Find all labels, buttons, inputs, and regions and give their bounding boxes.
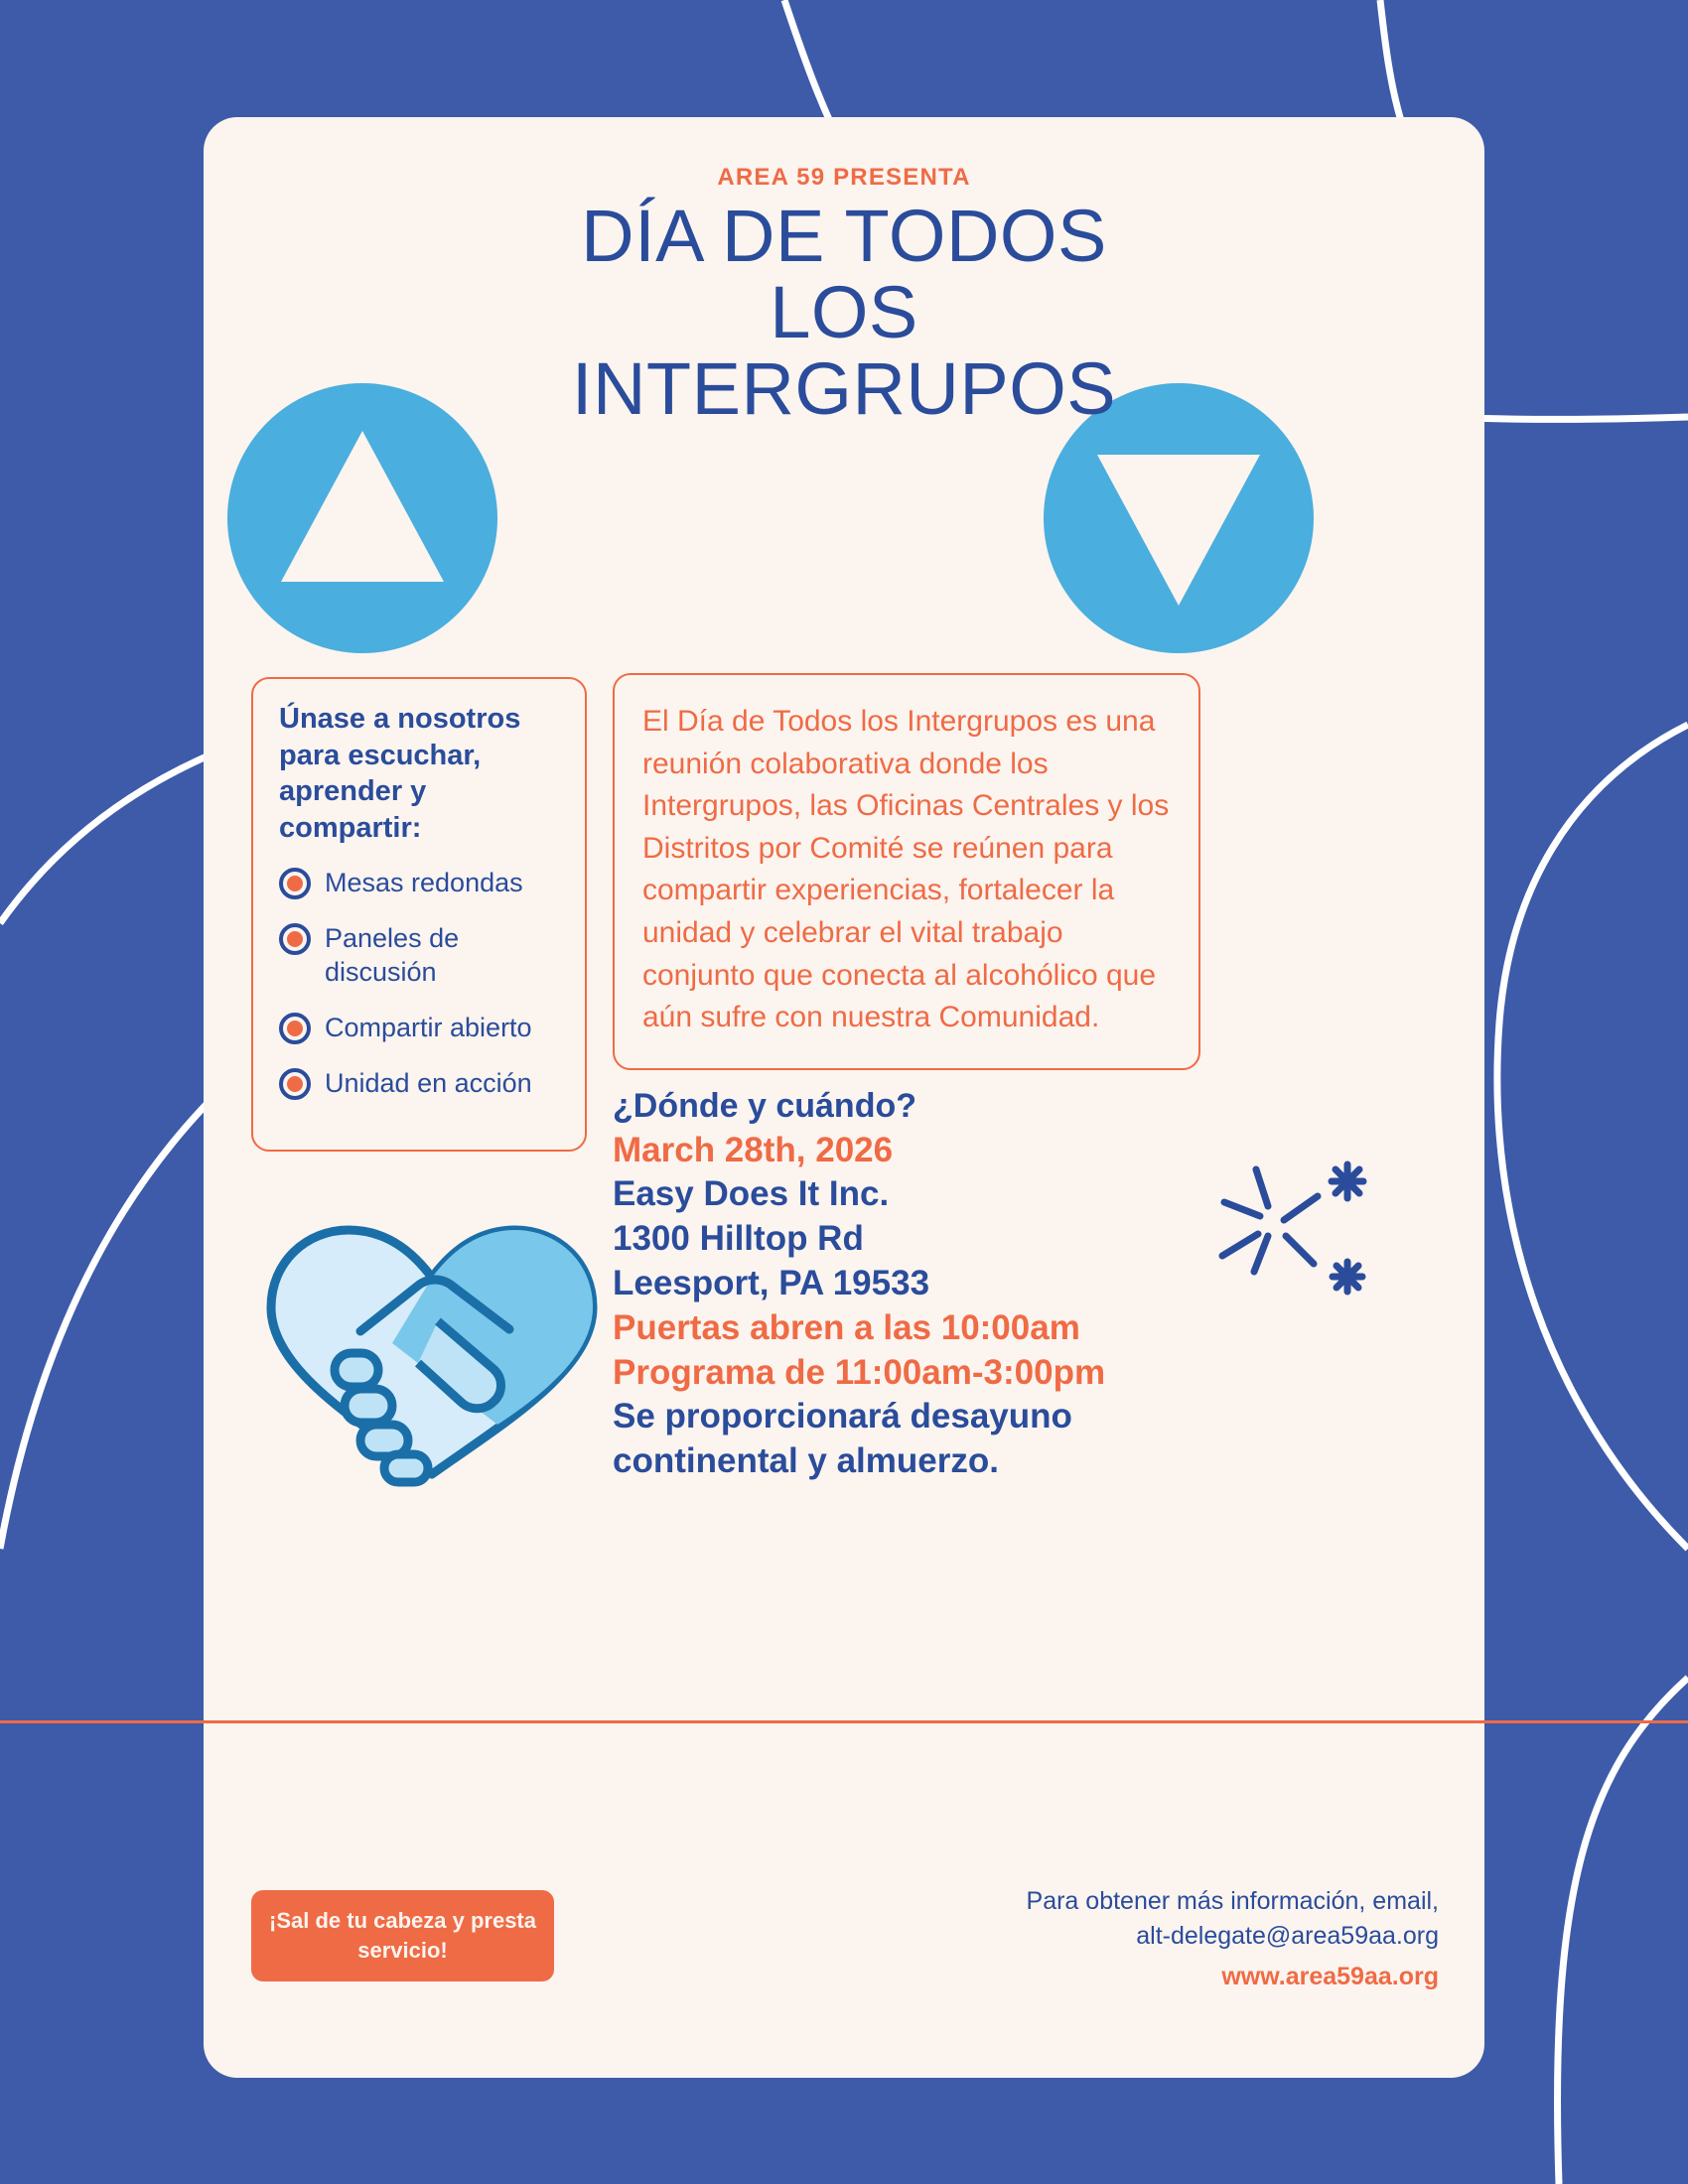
title-line-3: INTERGRUPOS <box>571 346 1117 430</box>
event-food-line-1: Se proporcionará desayuno <box>613 1397 1072 1436</box>
list-heading: Únase a nosotros para escuchar, aprender y compartir: <box>279 703 521 844</box>
event-doors-time: Puertas abren a las 10:00am <box>613 1307 1080 1347</box>
title-line-1: DÍA DE TODOS <box>581 195 1107 277</box>
list-item <box>279 921 567 989</box>
website-link[interactable]: www.area59aa.org <box>1221 1963 1439 1990</box>
list-item <box>279 1011 567 1044</box>
bullet-dot-icon <box>279 868 311 899</box>
cta-line-2: servicio! <box>357 1938 448 1963</box>
list-item-label: Mesas redondas <box>325 868 523 898</box>
description-box <box>613 673 1200 1070</box>
handshake-heart-icon <box>243 1204 621 1492</box>
bullet-dot-icon <box>279 1068 311 1100</box>
event-food-line-2: continental y almuerzo. <box>613 1441 999 1481</box>
join-us-list-box <box>251 677 587 1152</box>
list-item <box>279 1066 567 1100</box>
cta-line-1: ¡Sal de tu cabeza y presta <box>269 1908 536 1934</box>
where-when-heading: ¿Dónde y cuándo? <box>613 1087 916 1125</box>
list-item-label: Compartir abierto <box>325 1013 532 1043</box>
list-item-label: Unidad en acción <box>325 1068 532 1099</box>
footer-divider <box>0 1720 1688 1723</box>
event-program-time: Programa de 11:00am-3:00pm <box>613 1352 1106 1392</box>
flyer-card <box>204 117 1484 2078</box>
list-item-label: Paneles de discusión <box>325 923 460 988</box>
bullet-dot-icon <box>279 923 311 955</box>
contact-email[interactable]: alt-delegate@area59aa.org <box>1136 1922 1439 1950</box>
event-street: 1300 Hilltop Rd <box>613 1219 864 1259</box>
bullet-dot-icon <box>279 1013 311 1044</box>
eyebrow-text: AREA 59 PRESENTA <box>717 164 971 191</box>
contact-block <box>843 1884 1439 1994</box>
event-venue: Easy Does It Inc. <box>613 1174 890 1214</box>
page-title <box>204 195 1484 430</box>
where-and-when-block <box>613 1085 1228 1484</box>
list-item <box>279 866 567 899</box>
event-city-state-zip: Leesport, PA 19533 <box>613 1263 930 1302</box>
cta-badge <box>251 1890 554 1981</box>
sparkle-icon <box>1196 1125 1395 1323</box>
description-text: El Día de Todos los Intergrupos es una reunión colaborativa donde los Intergrupos, las Oficinas Centrales y los Distritos por Comité se reúnen para compartir experiencias, fortalecer la unidad y celebrar el vital trabajo conjunto que conecta al alcohólico que aún sufre con nuestra Comunidad. <box>642 705 1170 1034</box>
contact-info-line: Para obtener más información, email, <box>1026 1887 1439 1915</box>
event-date: March 28th, 2026 <box>613 1130 894 1169</box>
title-line-2: LOS <box>770 270 918 353</box>
